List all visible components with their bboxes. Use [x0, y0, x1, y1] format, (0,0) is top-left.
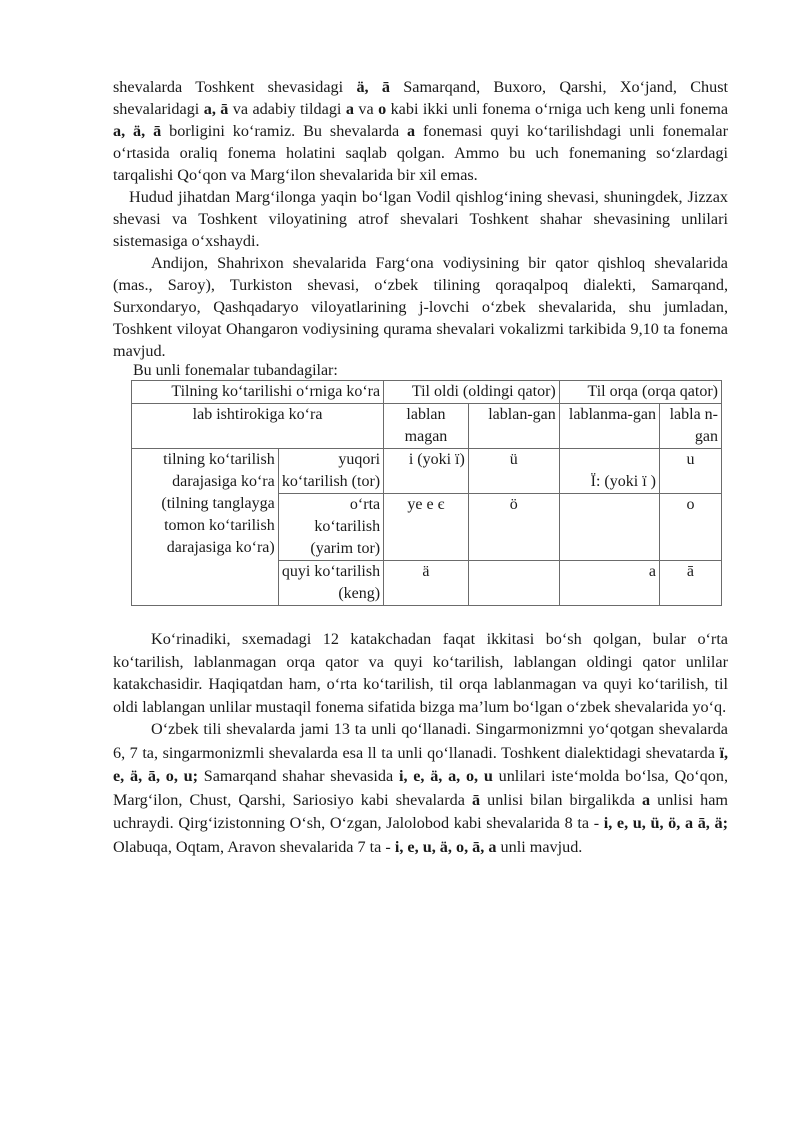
header-tongue-position: Tilning ko‘tarilishi o‘rniga ko‘ra	[132, 381, 384, 404]
cell-low-front-unrounded: ä	[384, 561, 469, 606]
cell-mid-back-unrounded	[559, 494, 659, 561]
row-label-mid: o‘rta ko‘tarilish (yarim tor)	[278, 494, 383, 561]
table-caption: Bu unli fonemalar tubandagilar:	[133, 362, 338, 379]
cell-mid-back-rounded: o	[659, 494, 721, 561]
section-after-table	[113, 628, 728, 718]
document-page	[113, 76, 728, 859]
cell-high-back-unrounded: Ï: (yoki ï )	[559, 449, 659, 494]
paragraph-3: Andijon, Shahrixon shevalarida Farg‘ona vodiysining bir qator qishloq shevalarida (mas., Saroy), Turkiston shevasi, o‘zbek tilining qoraqalpoq dialekti, Samarqand, Surxondaryo, Qashqadaryo viloyatlarining j-lovchi o‘zbek shevalarida, shu jumladan, Toshkent viloyat Ohangaron vodiysining qurama shevalari vokalizmi tarkibida 9,10 ta fonema mavjud.	[113, 254, 728, 360]
paragraph-4: Ko‘rinadiki, sxemadagi 12 katakchadan faqat ikkitasi bo‘sh qolgan, bular o‘rta ko‘tarilish, lablanmagan orqa qator va quyi ko‘tarilish, lablangan oldingi qator unlilar katakchasidir. Haqiqatdan ham, o‘rta ko‘tarilish, til orqa lablanmagan va quyi ko‘tarilish, til oldi lablangan unlilar mustaqil fonema sifatida bizga ma’lum bo‘lgan o‘zbek shevalarida yo‘q.	[113, 630, 728, 716]
cell-high-back-rounded: u	[659, 449, 721, 494]
cell-mid-front-unrounded: ye e є	[384, 494, 469, 561]
header-front-row: Til oldi (oldingi qator)	[384, 381, 560, 404]
paragraph-2: Hudud jihatdan Marg‘ilonga yaqin bo‘lgan Vodil qishlog‘ining shevasi, shuningdek, Jizzax shevasi va Toshkent viloyatining atrof shevalari Toshkent shahar shevasining unlilari sistemasiga o‘xshaydi.	[113, 188, 728, 250]
header-unrounded-front: lablan magan	[384, 404, 469, 449]
cell-low-back-rounded: ā	[659, 561, 721, 606]
paragraph-5: O‘zbek tili shevalarda jami 13 ta unli qo‘llanadi. Singarmonizmni yo‘qotgan shevalarda 6, 7 ta, singarmonizmli shevalarda esa ll ta unli qo‘llanadi. Toshkent dialektidagi shevatarda ï, e, ä, ā, o, u; Samarqand shahar shevasida i, e, ä, a, o, u unlilari iste‘molda bo‘lsa, Qo‘qon, Marg‘ilon, Chust, Qarshi, Sariosiyo kabi shevalarda ā unlisi bilan birgalikda a unlisi ham uchraydi. Qirg‘izistonning O‘sh, O‘zgan, Jalolobod kabi shevalarida 8 ta - i, e, u, ü, ö, a ā, ä; Olabuqa, Oqtam, Aravon shevalarida 7 ta - i, e, u, ä, o, ā, a unli mavjud.	[113, 720, 729, 856]
cell-high-front-unrounded: i (yoki ï)	[384, 449, 469, 494]
row-label-high: yuqori ko‘tarilish (tor)	[278, 449, 383, 494]
section-bottom	[113, 718, 728, 859]
row-label-low: quyi ko‘tarilish (keng)	[278, 561, 383, 606]
header-back-row: Til orqa (orqa qator)	[559, 381, 721, 404]
header-lip-participation: lab ishtirokiga ko‘ra	[132, 404, 384, 449]
cell-low-back-unrounded: a	[559, 561, 659, 606]
header-rounded-front: lablan-gan	[468, 404, 559, 449]
cell-low-front-rounded	[468, 561, 559, 606]
cell-mid-front-rounded: ö	[468, 494, 559, 561]
paragraph-1: shevalarda Toshkent shevasidagi ä, ā Samarqand, Buxoro, Qarshi, Xo‘jand, Chust shevalaridagi a, ā va adabiy tildagi a va o kabi ikki unli fonema o‘rniga uch keng unli fonema a, ä, ā borligini ko‘ramiz. Bu shevalarda a fonemasi quyi ko‘tarilishdagi unli fonemalar o‘rtasida oraliq fonema holatini saqlab qolgan. Ammo bu uch fonemaning so‘zlardagi tarqalishi Qo‘qon va Marg‘ilon shevalarida bir xil emas.	[113, 78, 729, 184]
vowel-table	[131, 380, 722, 606]
header-unrounded-back: lablanma-gan	[559, 404, 659, 449]
row-group-label: tilning ko‘tarilish darajasiga ko‘ra (tilning tanglayga tomon ko‘tarilish darajasiga ko‘ra)	[132, 449, 279, 606]
header-rounded-back: labla n-gan	[659, 404, 721, 449]
cell-high-front-rounded: ü	[468, 449, 559, 494]
